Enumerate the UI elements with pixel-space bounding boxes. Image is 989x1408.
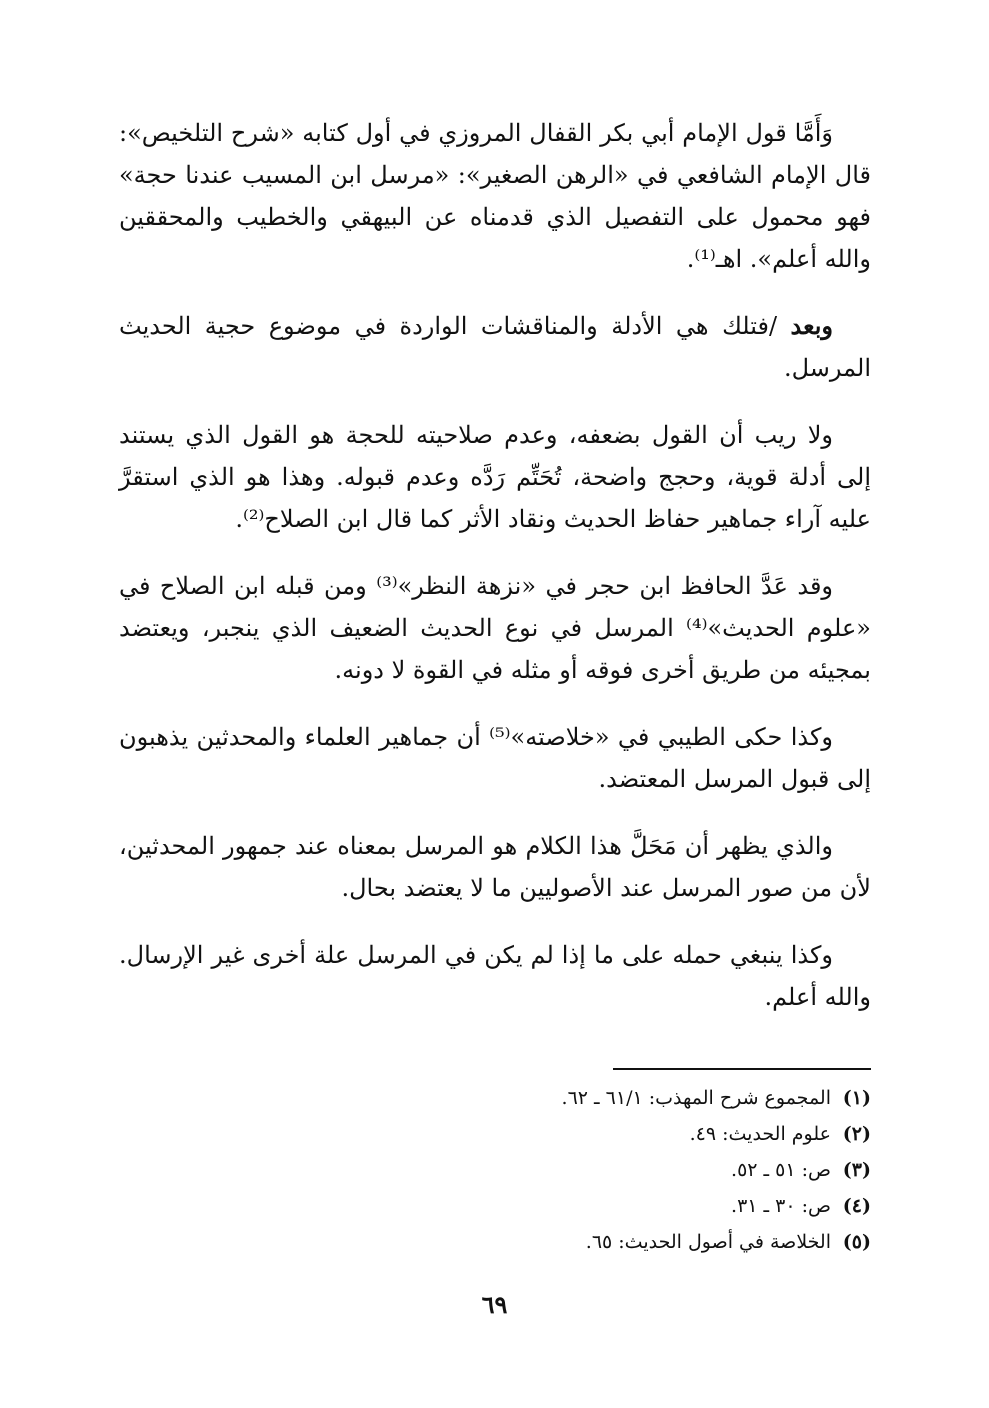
- footnote-number: (١): [842, 1087, 871, 1109]
- paragraph-4: وقد عَدَّ الحافظ ابن حجر في «نزهة النظر»⁽³⁾ ومن قبله ابن الصلاح في «علوم الحديث»⁽⁴⁾ المرسل في نوع الحديث الضعيف الذي ينجبر، ويعتضد بمجيئه من طريق أخرى فوقه أو مثله في القوة لا دونه.: [119, 572, 871, 684]
- footnote-number: (٢): [842, 1123, 871, 1145]
- footnote-2: [271, 1116, 871, 1152]
- footnotes: [271, 1080, 871, 1260]
- footnote-1: [271, 1080, 871, 1116]
- paragraph-6: والذي يظهر أن مَحَلَّ هذا الكلام هو المرسل بمعناه عند جمهور المحدثين، لأن من صور المرسل عند الأصوليين ما لا يعتضد بحال.: [119, 832, 871, 902]
- footnote-5: [271, 1224, 871, 1260]
- page-number: ٦٩: [481, 1290, 508, 1319]
- paragraph-lead-word: وبعد: [790, 311, 833, 340]
- paragraph-2: وبعد /فتلك هي الأدلة والمناقشات الواردة في موضوع حجية الحديث المرسل.: [119, 311, 871, 382]
- footnote-number: (٣): [842, 1159, 871, 1181]
- main-text: [119, 112, 871, 1043]
- footnote-text: المجموع شرح المهذب: ٦١/١ ـ ٦٢.: [561, 1087, 831, 1109]
- paragraph-5: وكذا حكى الطيبي في «خلاصته»⁽⁵⁾ أن جماهير العلماء والمحدثين يذهبون إلى قبول المرسل المعتضد.: [119, 723, 871, 793]
- footnote-separator: [613, 1068, 871, 1070]
- footnote-text: علوم الحديث: ٤٩.: [689, 1123, 831, 1145]
- footnote-text: ص: ٣٠ ـ ٣١.: [731, 1195, 831, 1217]
- footnote-3: [271, 1152, 871, 1188]
- footnote-number: (٤): [842, 1195, 871, 1217]
- footnote-text: الخلاصة في أصول الحديث: ٦٥.: [585, 1231, 831, 1253]
- paragraph-3: ولا ريب أن القول بضعفه، وعدم صلاحيته للحجة هو القول الذي يستند إلى أدلة قوية، وحجج واضحة، تُحَتِّم رَدَّه وعدم قبوله. وهذا هو الذي استقرَّ عليه آراء جماهير حفاظ الحديث ونقاد الأثر كما قال ابن الصلاح⁽²⁾.: [119, 421, 871, 533]
- paragraph-7: وكذا ينبغي حمله على ما إذا لم يكن في المرسل علة أخرى غير الإرسال. والله أعلم.: [119, 941, 871, 1011]
- footnote-text: ص: ٥١ ـ ٥٢.: [731, 1159, 831, 1181]
- footnote-4: [271, 1188, 871, 1224]
- paragraph-1: وَأَمَّا قول الإمام أبي بكر القفال المروزي في أول كتابه «شرح التلخيص»: قال الإمام الشافعي في «الرهن الصغير»: «مرسل ابن المسيب عندنا حجة» فهو محمول على التفصيل الذي قدمناه عن البيهقي والخطيب والمحققين والله أعلم». اهـ⁽¹⁾.: [119, 119, 872, 273]
- footnote-number: (٥): [842, 1231, 871, 1253]
